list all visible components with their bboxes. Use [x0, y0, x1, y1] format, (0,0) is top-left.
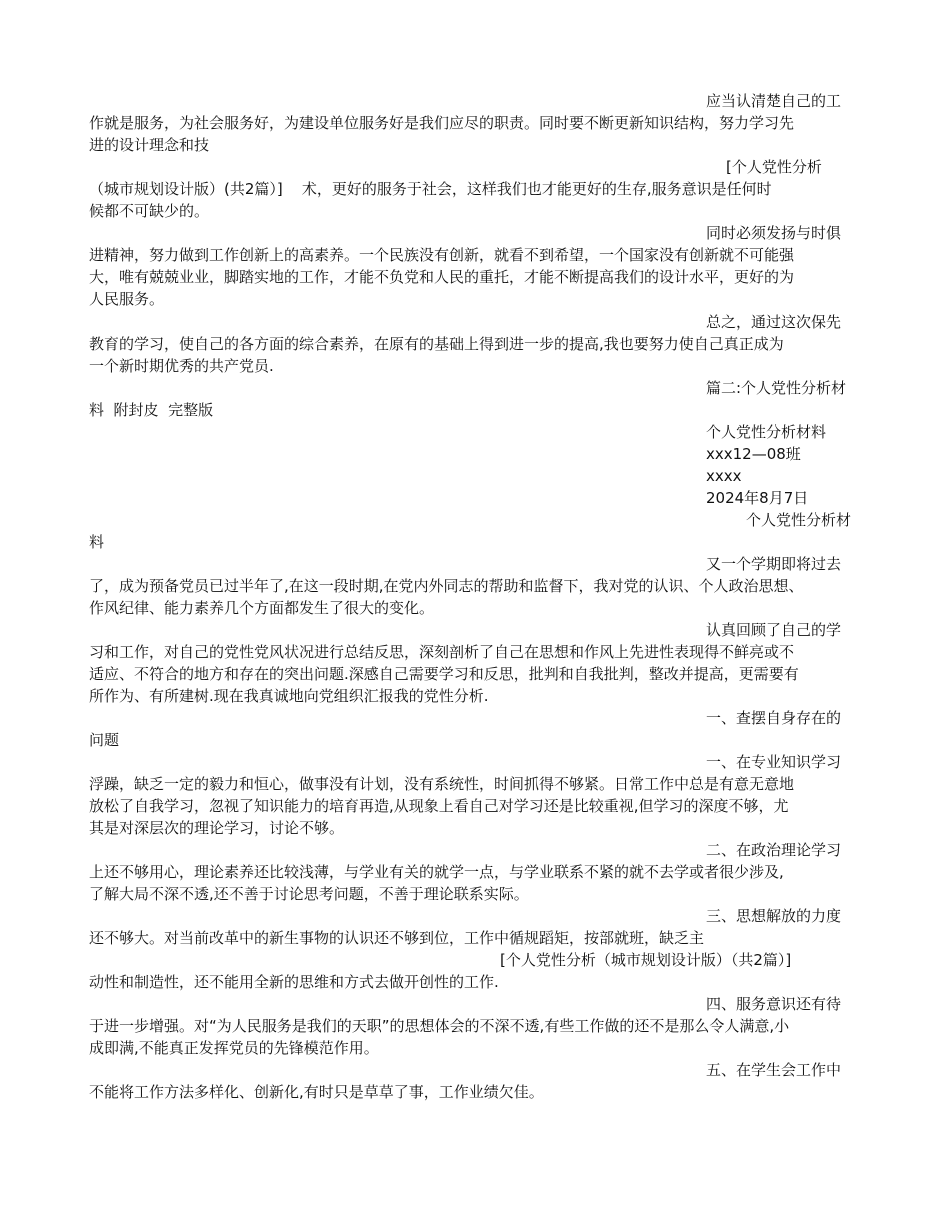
text-line: 三、思想解放的力度 — [706, 907, 842, 925]
text-line: 成即满,不能真正发挥党员的先锋模范作用。 — [89, 1039, 379, 1057]
title-fragment: [个人党性分析 — [726, 158, 822, 176]
text-line: 又一个学期即将过去 — [706, 555, 842, 573]
text-line: 了，成为预备党员已过半年了,在这一段时期,在党内外同志的帮助和监督下，我对党的认识、个人政治思想、 — [89, 577, 804, 595]
text-line: 大，唯有兢兢业业，脚踏实地的工作，才能不负党和人民的重托，才能不断提高我们的设计水平，更好的为 — [89, 268, 795, 286]
text-line: 一个新时期优秀的共产党员. — [89, 357, 274, 375]
text-line: 进的设计理念和技 — [89, 136, 210, 154]
text-line: 认真回顾了自己的学 — [706, 621, 842, 639]
text-line: 教育的学习，使自己的各方面的综合素养，在原有的基础上得到进一步的提高,我也要努力使自己真正成为 — [89, 335, 784, 353]
text-line: 适应、不符合的地方和存在的突出问题.深感自己需要学习和反思，批判和自我批判，整改并提高，更需要有 — [89, 665, 799, 683]
text-line: 上还不够用心，理论素养还比较浅薄，与学业有关的就学一点，与学业联系不紧的就不去学或者很少涉及, — [89, 863, 784, 881]
text-line: 习和工作，对自己的党性党风状况进行总结反思，深刻剖析了自己在思想和作风上先进性表现得不鲜亮或不 — [89, 643, 795, 661]
text-line: 所作为、有所建树.现在我真诚地向党组织汇报我的党性分析. — [89, 687, 489, 705]
text-line: 人民服务。 — [89, 290, 165, 308]
text-line: 五、在学生会工作中 — [706, 1061, 842, 1079]
text-line: 于进一步增强。对“为人民服务是我们的天职”的思想体会的不深不透,有些工作做的还不是那么令人满意,小 — [89, 1017, 790, 1035]
title-fragment: [个人党性分析（城市规划设计版）（共2篇）] — [500, 951, 792, 969]
section-heading: 一、查摆自身存在的 — [706, 709, 842, 727]
material-title: 料 — [89, 533, 105, 551]
text-line: 浮躁，缺乏一定的毅力和恒心，做事没有计划，没有系统性，时间抓得不够紧。日常工作中总是有意无意地 — [89, 775, 795, 793]
cover-date: 2024年8月7日 — [706, 489, 809, 507]
text-line: 总之，通过这次保先 — [706, 313, 842, 331]
text-line: 候都不可缺少的。 — [89, 202, 210, 220]
cover-name: xxxx — [706, 467, 742, 485]
text-line: 作风纪律、能力素养几个方面都发生了很大的变化。 — [89, 599, 435, 617]
text-line: 一、在专业知识学习 — [706, 753, 842, 771]
text-line: 同时必须发扬与时俱 — [706, 224, 842, 242]
cover-title: 个人党性分析材料 — [706, 423, 827, 441]
material-title: 个人党性分析材 — [746, 511, 852, 529]
section-heading: 篇二:个人党性分析材 — [706, 379, 847, 397]
section-heading: 问题 — [89, 731, 120, 749]
text-line: 还不够大。对当前改革中的新生事物的认识还不够到位，工作中循规蹈矩，按部就班，缺乏主 — [89, 929, 705, 947]
text-line: 四、服务意识还有待 — [706, 995, 842, 1013]
text-line: 动性和制造性，还不能用全新的思维和方式去做开创性的工作. — [89, 973, 499, 991]
text-line: 了解大局不深不透,还不善于讨论思考问题，不善于理论联系实际。 — [89, 885, 529, 903]
section-heading: 料 附封皮 完整版 — [89, 401, 214, 419]
text-line: 作就是服务，为社会服务好，为建设单位服务好是我们应尽的职责。同时要不断更新知识结构，努力学习先 — [89, 114, 795, 132]
text-line: 放松了自我学习，忽视了知识能力的培育再造,从现象上看自己对学习还是比较重视,但学习的深度不够，尤 — [89, 797, 789, 815]
text-line: 应当认清楚自己的工 — [706, 92, 842, 110]
text-line: 其是对深层次的理论学习，讨论不够。 — [89, 819, 345, 837]
text-line: 不能将工作方法多样化、创新化,有时只是草草了事，工作业绩欠佳。 — [89, 1083, 544, 1101]
text-line: （城市规划设计版）(共2篇）] 术，更好的服务于社会，这样我们也才能更好的生存,服务意识是任何时 — [89, 180, 772, 198]
cover-class: xxx12—08班 — [706, 445, 801, 463]
text-line: 二、在政治理论学习 — [706, 841, 842, 859]
text-line: 进精神，努力做到工作创新上的高素养。一个民族没有创新，就看不到希望，一个国家没有创新就不可能强 — [89, 246, 795, 264]
